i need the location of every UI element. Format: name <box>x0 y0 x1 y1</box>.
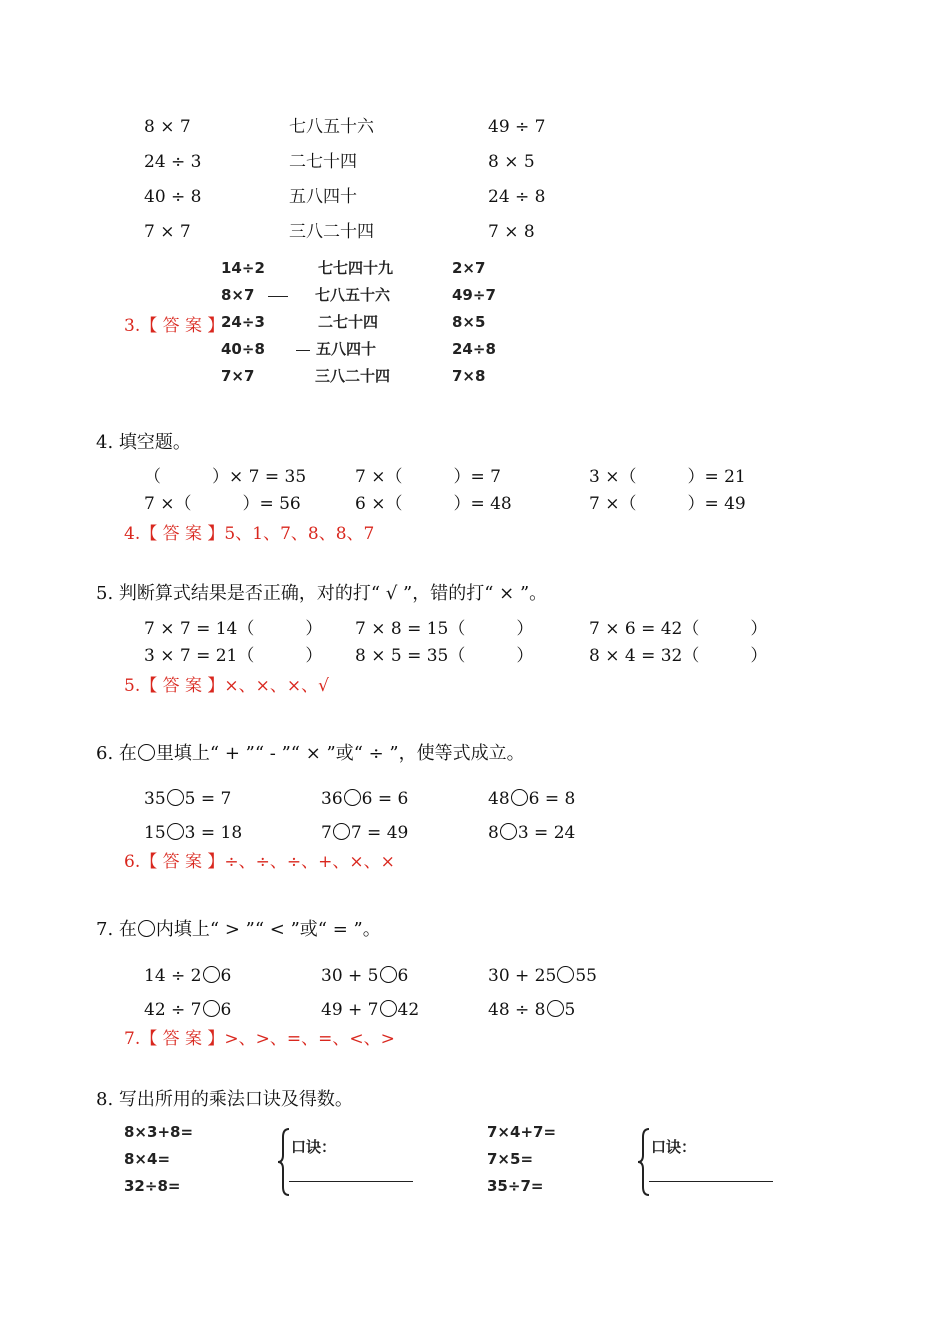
q4-item-3: 3 ×（ ）= 21 <box>589 467 746 487</box>
q3-col3-2: 24 ÷ 8 <box>488 187 546 207</box>
q8-koujue-right: 口诀： <box>651 1138 697 1156</box>
q6-title-post: 里填上“ + ”“ - ”“ × ”或“ ÷ ”，使等式成立。 <box>155 743 525 764</box>
q8-left-1: 8×3+8= <box>124 1123 194 1141</box>
q6-item-3: 48 6 = 8 <box>488 789 576 809</box>
q7-title <box>96 920 381 939</box>
q8-title: 8. 写出所用的乘法口诀及得数。 <box>96 1089 353 1110</box>
circle-icon[interactable] <box>203 1000 220 1017</box>
q8-left-3: 32÷8= <box>124 1177 181 1195</box>
q8-answer-line-right[interactable] <box>649 1181 773 1182</box>
circle-icon[interactable] <box>547 1000 564 1017</box>
q4-answer: 4.【 答 案 】5、1、7、8、8、7 <box>124 524 375 544</box>
q3-ans-col1-4: 7×7 <box>221 367 255 385</box>
circle-icon <box>138 744 155 761</box>
q8-right-2: 7×5= <box>487 1150 534 1168</box>
q3-ans-col1-3: 40÷8 <box>221 340 265 358</box>
q5-title: 5. 判断算式结果是否正确，对的打“ √ ”，错的打“ × ”。 <box>96 583 548 604</box>
circle-icon[interactable] <box>167 823 184 840</box>
q3-ans-col2-1: 七八五十六 <box>315 286 391 304</box>
q7-item-4: 42 ÷ 7 6 <box>144 1000 232 1020</box>
q6-item-1: 35 5 = 7 <box>144 789 232 809</box>
q4-item-6: 7 ×（ ）= 49 <box>589 494 746 514</box>
q3-ans-col2-3: 五八四十 <box>316 340 377 358</box>
q3-ans-col2-0: 七七四十九 <box>318 259 394 277</box>
q7-item-5: 49 + 7 42 <box>321 1000 420 1020</box>
q3-ans-col3-1: 49÷7 <box>452 286 496 304</box>
q8-koujue-left: 口诀： <box>291 1138 337 1156</box>
q5-item-4: 3 × 7 = 21（ ） <box>144 646 323 666</box>
q4-item-5: 6 ×（ ）= 48 <box>355 494 512 514</box>
q7-item-2: 30 + 5 6 <box>321 966 409 986</box>
q7-title-pre: 7. 在 <box>96 919 137 940</box>
q6-item-5: 7 7 = 49 <box>321 823 409 843</box>
circle-icon[interactable] <box>167 789 184 806</box>
q8-right-3: 35÷7= <box>487 1177 544 1195</box>
q6-title <box>96 744 525 763</box>
q3-ans-col3-0: 2×7 <box>452 259 486 277</box>
q3-col1-3: 7 × 7 <box>144 222 191 242</box>
circle-icon[interactable] <box>203 966 220 983</box>
q5-answer: 5.【 答 案 】×、×、×、√ <box>124 676 329 696</box>
q3-col1-2: 40 ÷ 8 <box>144 187 202 207</box>
circle-icon[interactable] <box>344 789 361 806</box>
q3-col3-1: 8 × 5 <box>488 152 535 172</box>
q5-item-5: 8 × 5 = 35（ ） <box>355 646 534 666</box>
q8-left-2: 8×4= <box>124 1150 171 1168</box>
q3-ans-col3-2: 8×5 <box>452 313 486 331</box>
q4-title: 4. 填空题。 <box>96 432 191 453</box>
q7-item-6: 48 ÷ 8 5 <box>488 1000 576 1020</box>
circle-icon[interactable] <box>380 1000 397 1017</box>
q6-item-2: 36 6 = 6 <box>321 789 409 809</box>
q5-item-2: 7 × 8 = 15（ ） <box>355 619 534 639</box>
circle-icon[interactable] <box>500 823 517 840</box>
q4-item-2: 7 ×（ ）= 7 <box>355 467 501 487</box>
q6-answer: 6.【 答 案 】÷、÷、÷、+、×、× <box>124 852 395 872</box>
q6-title-pre: 6. 在 <box>96 743 137 764</box>
circle-icon <box>138 920 155 937</box>
q4-item-4: 7 ×（ ）= 56 <box>144 494 301 514</box>
q3-col1-1: 24 ÷ 3 <box>144 152 202 172</box>
q3-ans-connector-2 <box>296 350 310 351</box>
q3-col2-2: 五八四十 <box>289 187 357 207</box>
q3-ans-col2-2: 二七十四 <box>318 313 379 331</box>
circle-icon[interactable] <box>511 789 528 806</box>
q3-col2-0: 七八五十六 <box>289 117 374 137</box>
q5-item-1: 7 × 7 = 14（ ） <box>144 619 323 639</box>
q4-item-1: （ ）× 7 = 35 <box>144 467 307 487</box>
q3-ans-col1-2: 24÷3 <box>221 313 265 331</box>
q3-answer-label: 3.【 答 案 】 <box>124 316 225 336</box>
q3-ans-col2-4: 三八二十四 <box>315 367 391 385</box>
q6-item-6: 8 3 = 24 <box>488 823 576 843</box>
q5-item-6: 8 × 4 = 32（ ） <box>589 646 768 666</box>
circle-icon[interactable] <box>557 966 574 983</box>
q3-col1-0: 8 × 7 <box>144 117 191 137</box>
q6-item-4: 15 3 = 18 <box>144 823 243 843</box>
q3-col3-0: 49 ÷ 7 <box>488 117 546 137</box>
q7-item-3: 30 + 25 55 <box>488 966 597 986</box>
q3-ans-col1-1: 8×7 <box>221 286 255 304</box>
circle-icon[interactable] <box>380 966 397 983</box>
q3-ans-col1-0: 14÷2 <box>221 259 265 277</box>
q3-col2-1: 二七十四 <box>289 152 357 172</box>
q8-right-1: 7×4+7= <box>487 1123 557 1141</box>
q7-item-1: 14 ÷ 2 6 <box>144 966 232 986</box>
q3-ans-col3-3: 24÷8 <box>452 340 496 358</box>
q5-item-3: 7 × 6 = 42（ ） <box>589 619 768 639</box>
circle-icon[interactable] <box>333 823 350 840</box>
q3-col2-3: 三八二十四 <box>289 222 374 242</box>
q3-col3-3: 7 × 8 <box>488 222 535 242</box>
q7-answer: 7.【 答 案 】>、>、=、=、<、> <box>124 1029 395 1049</box>
q8-answer-line-left[interactable] <box>289 1181 413 1182</box>
q3-ans-connector-1 <box>268 296 288 297</box>
q3-ans-col3-4: 7×8 <box>452 367 486 385</box>
q7-title-post: 内填上“ > ”“ < ”或“ = ”。 <box>155 919 381 940</box>
